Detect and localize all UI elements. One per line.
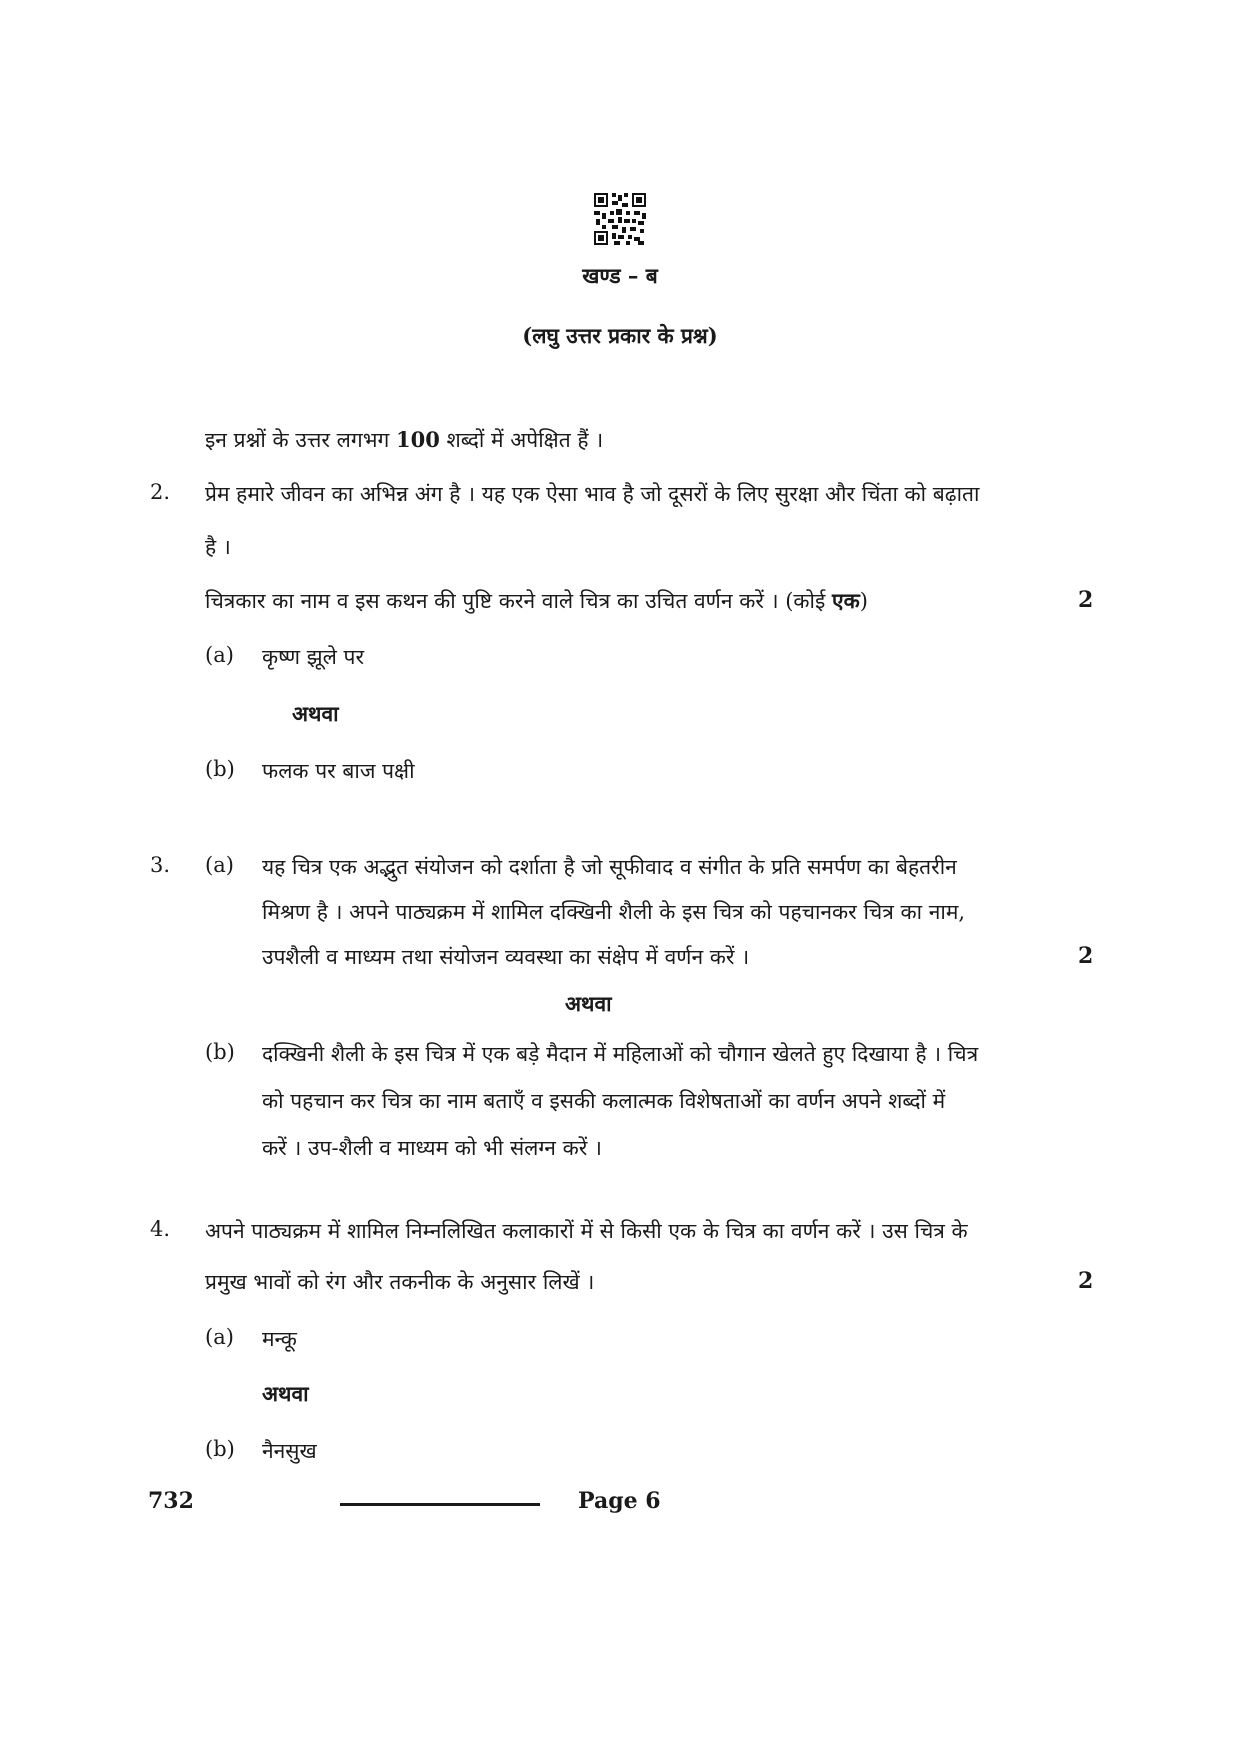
question-4-text-line-1: अपने पाठ्यक्रम में शामिल निम्नलिखित कलाकारों में से किसी एक के चित्र का वर्णन करें । उस चित्र के [205, 1219, 968, 1243]
question-4-option-a-label: (a) [205, 1325, 234, 1349]
instruction-pre: इन प्रश्नों के उत्तर लगभग [205, 428, 396, 452]
question-2-prompt-post: ) [859, 589, 868, 613]
question-3-option-a-label: (a) [205, 853, 234, 877]
question-2-text-line-2: है । [205, 535, 231, 559]
instruction-word-count: 100 [395, 427, 440, 452]
question-2-option-a-label: (a) [205, 643, 234, 667]
question-3-option-b-line-1: दक्खिनी शैली के इस चित्र में एक बड़े मैदान में महिलाओं को चौगान खेलते हुए दिखाया है । चित्र [262, 1042, 979, 1066]
question-4-marks: 2 [1078, 1268, 1094, 1294]
section-title: खण्ड – ब [582, 263, 658, 288]
question-2-text-line-1: प्रेम हमारे जीवन का अभिन्न अंग है । यह एक ऐसा भाव है जो दूसरों के लिए सुरक्षा और चिंता को बढ़ाता [205, 482, 980, 506]
question-2-option-a-text: कृष्ण झूले पर [262, 645, 365, 669]
instruction-line [205, 426, 603, 454]
question-3-marks: 2 [1078, 943, 1094, 969]
question-4-option-a-text: मन्कू [262, 1327, 297, 1351]
instruction-post: शब्दों में अपेक्षित हैं । [439, 428, 604, 452]
footer-rule [340, 1503, 540, 1506]
question-2-marks: 2 [1078, 587, 1094, 613]
question-2-or: अथवा [292, 701, 339, 726]
question-2-number: 2. [150, 480, 171, 504]
paper-code: 732 [148, 1488, 194, 1514]
question-3-option-a-line-1: यह चित्र एक अद्भुत संयोजन को दर्शाता है जो सूफीवाद व संगीत के प्रति समर्पण का बेहतरीन [262, 855, 957, 879]
question-3-or: अथवा [565, 991, 612, 1016]
question-2-prompt-bold: एक [831, 588, 860, 613]
question-4-number: 4. [150, 1217, 171, 1241]
section-subtitle: (लघु उत्तर प्रकार के प्रश्न) [522, 323, 718, 348]
question-3-option-a-line-3: उपशैली व माध्यम तथा संयोजन व्यवस्था का संक्षेप में वर्णन करें । [262, 945, 750, 969]
question-3-option-b-label: (b) [205, 1040, 235, 1064]
question-4-option-b-label: (b) [205, 1437, 235, 1461]
qr-code-icon [594, 193, 646, 245]
question-2-option-b-label: (b) [205, 757, 235, 781]
question-3-option-a-line-2: मिश्रण है । अपने पाठ्यक्रम में शामिल दक्खिनी शैली के इस चित्र को पहचानकर चित्र का नाम, [262, 900, 966, 924]
page-number: Page 6 [578, 1488, 661, 1514]
question-4-text-line-2: प्रमुख भावों को रंग और तकनीक के अनुसार लिखें । [205, 1270, 595, 1294]
question-3-option-b-line-3: करें । उप-शैली व माध्यम को भी संलग्न करें । [262, 1136, 602, 1160]
question-4-option-b-text: नैनसुख [262, 1439, 317, 1463]
question-3-option-b-line-2: को पहचान कर चित्र का नाम बताएँ व इसकी कलात्मक विशेषताओं का वर्णन अपने शब्दों में [262, 1089, 946, 1113]
question-2-prompt [205, 587, 868, 615]
question-2-prompt-pre: चित्रकार का नाम व इस कथन की पुष्टि करने वाले चित्र का उचित वर्णन करें । (कोई [205, 589, 832, 613]
question-4-or: अथवा [262, 1381, 309, 1406]
question-2-option-b-text: फलक पर बाज पक्षी [262, 759, 415, 783]
question-3-number: 3. [150, 853, 171, 877]
